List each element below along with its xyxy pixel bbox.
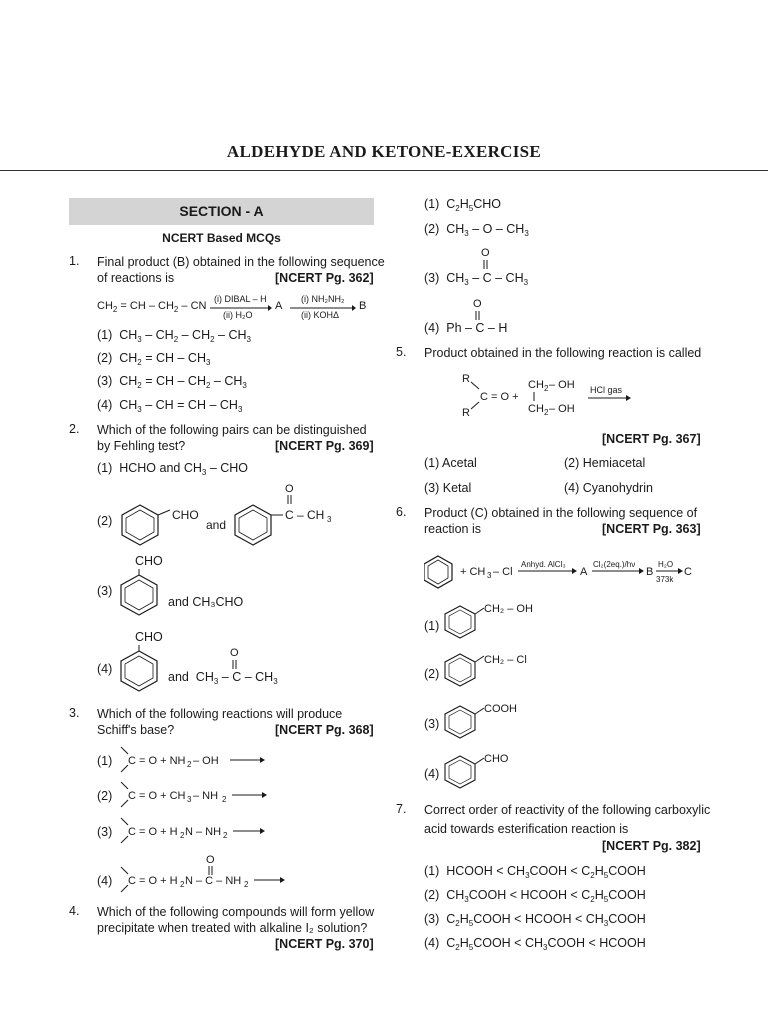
q2-option-1: (1) HCHO and $CH_3$ – CHO (97, 461, 249, 477)
q7-option-1: (1) HCOOH < $CH_3COOH$ < $C_2H_5COOH$ (424, 864, 646, 880)
question-4-text-line2: precipitate when treated with alkaline I₂ solution? (97, 921, 368, 935)
svg-text:CHO: CHO (172, 508, 199, 522)
q4-option-3: (3) $CH_3$ – C – $CH_3$ (424, 271, 529, 287)
q4-option-4-oxygen: O (473, 298, 482, 310)
page-title: ALDEHYDE AND KETONE-EXERCISE (226, 142, 542, 161)
svg-text:– Cl: – Cl (493, 566, 513, 578)
question-4-reference: [NCERT Pg. 370] (275, 937, 374, 951)
svg-text:C = O + H: C = O + H (128, 826, 178, 838)
question-1-text-line1: Final product (B) obtained in the following sequence (97, 255, 385, 269)
q6-reagent-3-top: H₂O (658, 560, 674, 569)
svg-text:C = O +: C = O + (480, 391, 519, 403)
question-7-number: 7. (396, 802, 407, 816)
question-5-number: 5. (396, 345, 407, 359)
svg-text:O: O (206, 854, 215, 866)
q4-option-3-double-bond (483, 260, 489, 270)
q6-option-1-benzene-icon (444, 604, 484, 640)
svg-text:2: 2 (180, 880, 185, 889)
svg-text:2: 2 (223, 831, 228, 840)
q2-option-4-benzene-icon (118, 645, 160, 697)
question-5-reference: [NCERT Pg. 367] (602, 432, 701, 446)
svg-text:– OH: – OH (549, 379, 575, 391)
q6-option-4-benzene-icon (444, 754, 484, 790)
question-6-number: 6. (396, 505, 407, 519)
q3-option-3-label: (3) (97, 825, 113, 839)
svg-text:2: 2 (544, 408, 549, 417)
question-3-text-line2: Schiff's base? (97, 723, 175, 737)
svg-text:– OH: – OH (193, 755, 219, 767)
q6-option-1-label: (1) (424, 619, 440, 633)
svg-text:2: 2 (180, 831, 185, 840)
question-6-text-line1: Product (C) obtained in the following sequence of (424, 506, 698, 520)
q5-option-3: (3) Ketal (424, 481, 472, 495)
svg-text:2: 2 (244, 880, 249, 889)
question-5-text: Product obtained in the following reaction is called (424, 346, 702, 360)
svg-text:3: 3 (187, 795, 192, 804)
svg-text:C = O + H: C = O + H (128, 875, 178, 887)
svg-text:C – CH: C – CH (285, 508, 325, 522)
q4-option-2: (2) $CH_3$ – O – $CH_3$ (424, 222, 529, 238)
section-header: SECTION - A (69, 198, 374, 225)
q7-option-2: (2) $CH_3COOH$ < HCOOH < $C_2H_5COOH$ (424, 888, 646, 904)
question-4-text-line1: Which of the following compounds will form yellow (97, 905, 375, 919)
svg-text:B: B (646, 566, 654, 578)
svg-text:N – C – NH: N – C – NH (185, 875, 242, 887)
svg-text:CH: CH (528, 379, 544, 391)
q6-option-3-substituent: COOH (484, 703, 517, 715)
q2-option-4-cho: CHO (135, 630, 163, 644)
q6-option-4-substituent: CHO (484, 753, 509, 765)
q1-option-3: (3) $CH_2$ = CH – $CH_2 - CH_3$ (97, 374, 247, 390)
svg-text:2: 2 (222, 795, 227, 804)
q1-reagent1-bot: (ii) H₂O (223, 310, 253, 320)
question-1-text-line2: of reactions is (97, 271, 175, 285)
question-1-number: 1. (69, 254, 80, 268)
q4-option-4-double-bond (475, 311, 481, 321)
q6-reagent-2: Cl₂(2eq.)/hν (593, 560, 636, 569)
q2-option-3-cho: CHO (135, 554, 163, 568)
question-3-reference: [NCERT Pg. 368] (275, 723, 374, 737)
q1-option-4: (4) $CH_3$ – CH = CH – $CH_3$ (97, 398, 243, 414)
question-7-text-line2: acid towards esterification reaction is (424, 822, 629, 836)
section-subtitle: NCERT Based MCQs (162, 231, 281, 245)
svg-text:R: R (462, 407, 470, 419)
q3-option-3-reaction (120, 816, 270, 846)
svg-text:2: 2 (187, 760, 192, 769)
question-1-reference: [NCERT Pg. 362] (275, 271, 374, 285)
title-divider (0, 170, 768, 171)
q2-option-2-structures (115, 482, 375, 552)
q1-reagent1-top: (i) DIBAL – H (214, 294, 267, 304)
q3-option-2-label: (2) (97, 789, 113, 803)
question-2-reference: [NCERT Pg. 369] (275, 439, 374, 453)
q1-reagent2-bot: (ii) KOHΔ (301, 310, 340, 320)
q5-reaction (458, 370, 638, 420)
q6-option-2-substituent: CH₂ – Cl (484, 654, 527, 666)
q5-reagent: HCl gas (590, 385, 623, 395)
q2-option-3-text: and CH₃CHO (168, 595, 244, 609)
svg-text:+ CH: + CH (460, 566, 486, 578)
svg-text:C = O + NH: C = O + NH (128, 755, 186, 767)
q2-option-4-text: and $CH_3$ – C – $CH_3$ (168, 670, 278, 686)
q4-option-3-oxygen: O (481, 247, 490, 259)
q6-option-3-label: (3) (424, 717, 440, 731)
question-2-number: 2. (69, 422, 80, 436)
q3-option-4-label: (4) (97, 874, 113, 888)
q5-option-1: (1) Acetal (424, 456, 477, 470)
svg-text:3: 3 (487, 571, 492, 580)
svg-text:C = O + CH: C = O + CH (128, 790, 186, 802)
q1-option-1: (1) $CH_3 - CH_2 - CH_2 - CH_3$ (97, 328, 251, 344)
svg-text:C: C (684, 566, 692, 578)
question-7-text-line1: Correct order of reactivity of the following carboxylic (424, 803, 711, 817)
question-2-text-line1: Which of the following pairs can be distinguished (97, 423, 367, 437)
q1-reagent2-top: (i) NH₂NH₂ (301, 294, 345, 304)
q5-option-2: (2) Hemiacetal (564, 456, 646, 470)
q6-option-4-label: (4) (424, 767, 440, 781)
q5-option-4: (4) Cyanohydrin (564, 481, 653, 495)
question-3-number: 3. (69, 706, 80, 720)
q3-option-4-reaction (120, 850, 290, 895)
question-7-reference: [NCERT Pg. 382] (602, 839, 701, 853)
question-4-number: 4. (69, 904, 80, 918)
q4-option-4: (4) Ph – C – H (424, 321, 508, 335)
svg-text:– OH: – OH (549, 403, 575, 415)
q3-option-2-reaction (120, 780, 270, 810)
q6-option-2-label: (2) (424, 667, 440, 681)
question-2-text-line2: by Fehling test? (97, 439, 186, 453)
svg-text:– NH: – NH (193, 790, 219, 802)
svg-text:A: A (580, 566, 588, 578)
q4-option-1: (1) $C_2H_5CHO$ (424, 197, 501, 213)
svg-text:3: 3 (327, 515, 332, 524)
q2-option-3-benzene-icon (118, 569, 160, 619)
q6-reagent-3-bot: 373k (656, 575, 674, 584)
q6-reaction (424, 552, 704, 592)
svg-text:2: 2 (544, 384, 549, 393)
question-6-text-line2: reaction is (424, 522, 481, 536)
q2-option-4-double-bond (232, 660, 238, 670)
q2-option-4-oxygen: O (230, 647, 239, 659)
q1-option-2: (2) $CH_2$ = CH – $CH_3$ (97, 351, 211, 367)
question-3-text-line1: Which of the following reactions will produce (97, 707, 343, 721)
q6-option-2-benzene-icon (444, 652, 484, 688)
q2-option-2-label: (2) (97, 514, 113, 528)
svg-text:N – NH: N – NH (185, 826, 222, 838)
question-6-reference: [NCERT Pg. 363] (602, 522, 701, 536)
svg-text:and: and (206, 518, 227, 532)
q6-reagent-1: Anhyd. AlCl₃ (521, 560, 566, 569)
q3-option-1-reaction (120, 745, 270, 775)
q6-option-3-benzene-icon (444, 704, 484, 740)
q3-option-1-label: (1) (97, 754, 113, 768)
q2-option-4-label: (4) (97, 662, 113, 676)
q7-option-4: (4) $C_2H_5COOH$ < $CH_3COOH$ < HCOOH (424, 936, 646, 952)
svg-text:CH: CH (528, 403, 544, 415)
q2-option-3-label: (3) (97, 584, 113, 598)
q7-option-3: (3) $C_2H_5COOH$ < HCOOH < $CH_3COOH$ (424, 912, 646, 928)
q6-option-1-substituent: CH₂ – OH (484, 603, 533, 615)
svg-text:R: R (462, 373, 470, 385)
svg-text:O: O (285, 483, 294, 495)
